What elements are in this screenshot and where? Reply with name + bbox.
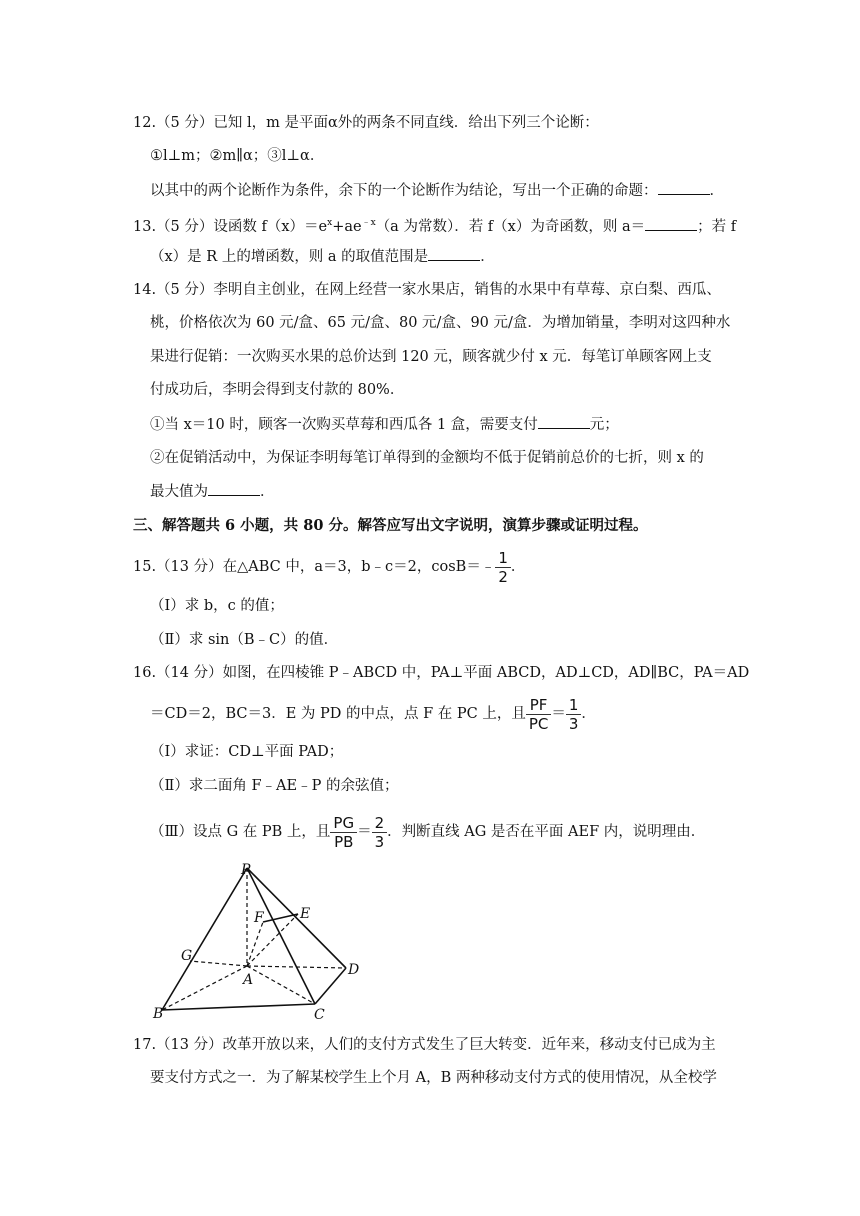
q12-line3-end: ． (709, 183, 724, 199)
q15-part1: （Ⅰ）求 b，c 的值； (150, 598, 284, 614)
q13-line1-a: 13.（5 分）设函数 f（x）＝e (133, 218, 328, 235)
q14-line5 (150, 414, 619, 435)
q15-line1-text: 15.（13 分）在△ABC 中，a＝3，b﹣c＝2，cosB＝﹣ (133, 559, 496, 575)
q13-blank1 (645, 216, 697, 231)
q14-line7-b: ． (260, 484, 275, 500)
label-g: G (181, 948, 193, 964)
q12-answer-blank (658, 180, 710, 195)
q14-line7 (150, 481, 275, 502)
edge-af (247, 922, 263, 966)
q16-fraction-pg-pb (330, 814, 357, 851)
q16-fraction-pf-pc (526, 696, 552, 733)
q16-fraction-1-3 (566, 696, 582, 733)
q16-part3-a: （Ⅲ）设点 G 在 PB 上，且 (150, 824, 331, 840)
q16-line1: 16.（14 分）如图，在四棱锥 P﹣ABCD 中，PA⊥平面 ABCD，AD⊥CD，AD∥BC，PA＝AD (133, 665, 750, 681)
q13-blank2 (428, 246, 480, 261)
q15-line1-end: ． (510, 559, 526, 575)
q13-line2-b: ． (480, 249, 495, 265)
q16-f2-num: PG (330, 814, 357, 833)
pyramid-figure (150, 862, 370, 1022)
q12-line2: ①l⊥m；②m∥α；③l⊥α． (150, 148, 325, 164)
q17-line1: 17.（13 分）改革开放以来，人们的支付方式发生了巨大转变．近年来，移动支付已成为主 (133, 1037, 716, 1053)
label-a: A (243, 972, 254, 988)
q13-line1-c: （a 为常数）．若 f（x）为奇函数，则 a＝ (375, 218, 646, 235)
q15-frac-num: 1 (495, 549, 511, 568)
q14-line3: 果进行促销：一次购买水果的总价达到 120 元，顾客就少付 x 元．每笔订单顾客网上支 (150, 349, 712, 365)
q16-part1: （Ⅰ）求证：CD⊥平面 PAD； (150, 744, 344, 760)
q15-line1 (133, 545, 525, 589)
q14-blank2 (208, 481, 260, 496)
edge-cd (315, 968, 346, 1004)
label-c: C (314, 1007, 325, 1022)
q16-f2b-num: 2 (372, 814, 388, 833)
q13-sup1: x (327, 218, 333, 228)
edge-pc (247, 868, 315, 1004)
q16-f1-num: PF (526, 696, 552, 715)
q14-line6: ②在促销活动中，为保证李明每笔订单得到的金额均不低于促销前总价的七折，则 x 的 (150, 450, 704, 466)
q14-line4: 付成功后，李明会得到支付款的 80%． (150, 382, 405, 398)
edge-ag (190, 961, 247, 966)
q16-f2-den: PB (334, 832, 354, 851)
q16-eq2: ＝ (357, 824, 372, 840)
q15-frac-den: 2 (498, 567, 508, 586)
q13-sup2: ﹣x (361, 218, 376, 228)
q16-f1b-num: 1 (566, 696, 582, 715)
q16-f2b-den: 3 (374, 832, 385, 851)
q16-line2-text: ＝CD＝2，BC＝3．E 为 PD 的中点，点 F 在 PC 上，且 (150, 706, 526, 722)
q16-part3-b: ．判断直线 AG 是否在平面 AEF 内，说明理由． (387, 824, 706, 840)
edge-pb (162, 868, 247, 1010)
q13-line2-a: （x）是 R 上的增函数，则 a 的取值范围是 (150, 249, 429, 265)
edge-fe (263, 914, 298, 922)
q14-line5-b: 元； (589, 417, 619, 433)
q16-line2-end: ． (581, 706, 596, 722)
label-d: D (348, 962, 360, 978)
label-b: B (153, 1006, 164, 1022)
q13-line1-d: ；若 f (697, 218, 737, 235)
q16-line2 (150, 692, 596, 736)
q15-part2: （Ⅱ）求 sin（B﹣C）的值． (150, 632, 339, 648)
q14-line7-a: 最大值为 (150, 484, 208, 500)
q12-line3-text: 以其中的两个论断作为条件，余下的一个论断作为结论，写出一个正确的命题： (150, 183, 658, 199)
q17-line2: 要支付方式之一．为了解某校学生上个月 A，B 两种移动支付方式的使用情况，从全校学 (150, 1070, 717, 1086)
label-f: F (254, 910, 264, 926)
q16-f1b-den: 3 (568, 714, 579, 733)
q14-line1: 14.（5 分）李明自主创业，在网上经营一家水果店，销售的水果中有草莓、京白梨、西瓜、 (133, 282, 721, 298)
q16-fraction-2-3 (372, 814, 388, 851)
q13-line1 (133, 213, 736, 237)
edge-bc (162, 1004, 315, 1010)
q16-part3 (150, 810, 705, 854)
label-e: E (300, 906, 311, 922)
q14-line5-a: ①当 x＝10 时，顾客一次购买草莓和西瓜各 1 盒，需要支付 (150, 417, 538, 433)
q16-eq1: ＝ (551, 706, 566, 722)
q12-line1: 12.（5 分）已知 l，m 是平面α外的两条不同直线．给出下列三个论断： (133, 115, 599, 131)
q15-fraction (495, 549, 511, 586)
q16-part2: （Ⅱ）求二面角 F﹣AE﹣P 的余弦值； (150, 778, 399, 794)
q13-line2 (150, 246, 495, 267)
q14-line2: 桃，价格依次为 60 元/盒、65 元/盒、80 元/盒、90 元/盒．为增加销量，李明对这四种水 (150, 315, 731, 331)
q12-line3 (150, 180, 724, 201)
q14-blank1 (538, 414, 590, 429)
q16-f1-den: PC (528, 714, 549, 733)
label-p: P (241, 862, 251, 878)
q13-line1-b: +ae (332, 218, 362, 235)
section-3-heading: 三、解答题共 6 小题，共 80 分。解答应写出文字说明，演算步骤或证明过程。 (133, 517, 648, 534)
